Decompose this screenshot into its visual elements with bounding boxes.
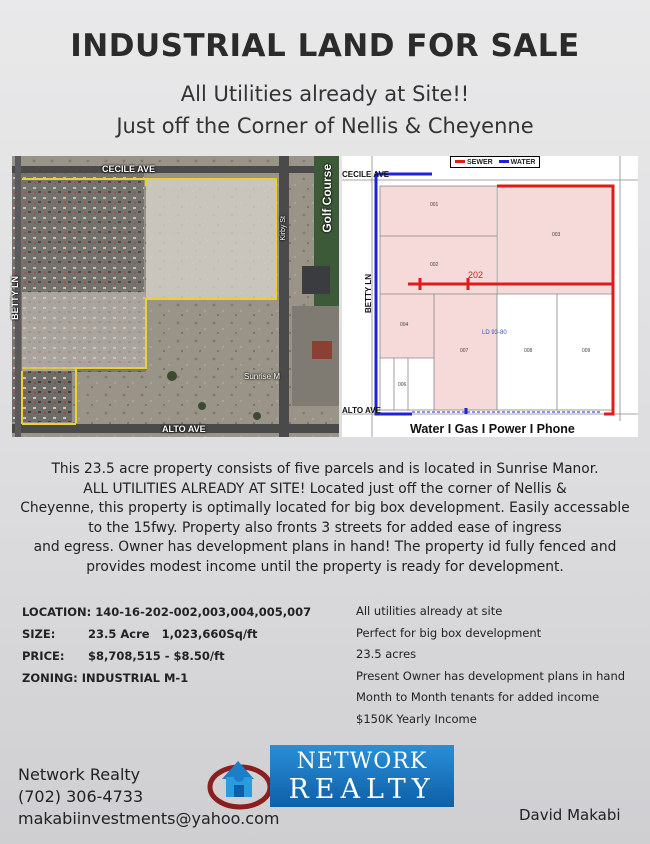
parcel-008-label: 008 xyxy=(524,348,533,354)
utilities-caption: Water I Gas I Power I Phone xyxy=(404,421,638,437)
plat-subdivision: LD 93-80 xyxy=(482,330,507,336)
description-line: ALL UTILITIES ALREADY AT SITE! Located just off the corner of Nellis & xyxy=(83,480,567,497)
aerial-street-alto: ALTO AVE xyxy=(162,424,206,434)
spec-price-value: $8,708,515 - $8.50/ft xyxy=(88,649,225,663)
parcel-009-label: 009 xyxy=(582,348,591,354)
contact-phone[interactable]: (702) 306-4733 xyxy=(18,787,144,806)
parcel-006-label: 006 xyxy=(398,382,407,388)
spec-size-value: 23.5 Acre 1,023,660Sq/ft xyxy=(88,627,258,641)
spec-location xyxy=(22,601,352,623)
parcel-007-label: 007 xyxy=(460,348,469,354)
agent-name: David Makabi xyxy=(519,806,621,824)
spec-location-label: LOCATION: xyxy=(22,605,92,619)
description-line: Cheyenne, this property is optimally located for big box development. Easily accessable xyxy=(20,500,630,516)
feature-item: Present Owner has development plans in hand xyxy=(356,668,626,683)
feature-item: All utilities already at site xyxy=(356,604,503,618)
flyer-subtitle-utilities: All Utilities already at Site!! xyxy=(180,82,470,106)
plat-book-number: 202 xyxy=(468,270,484,280)
description-line: to the 15fwy. Property also fronts 3 streets for added ease of ingress xyxy=(88,519,562,536)
legend-sewer xyxy=(455,159,493,166)
spec-size xyxy=(22,623,352,645)
feature-item: 23.5 acres xyxy=(356,647,417,661)
puzzle-house-icon xyxy=(208,751,278,811)
aerial-street-cecile: CECILE AVE xyxy=(102,164,156,174)
aerial-area-label: Sunrise M xyxy=(244,372,281,381)
spec-size-label: SIZE: xyxy=(22,627,56,641)
contact-email[interactable]: makabiinvestments@yahoo.com xyxy=(18,809,280,828)
parcel-003-label: 003 xyxy=(552,232,561,238)
spec-zoning-value: INDUSTRIAL M-1 xyxy=(81,671,189,685)
parcel-004-label: 004 xyxy=(400,322,409,328)
feature-list xyxy=(356,601,646,730)
aerial-street-betty: BETTY LN xyxy=(10,276,20,320)
flyer-title: INDUSTRIAL LAND FOR SALE xyxy=(70,28,580,64)
legend-sewer-text: SEWER xyxy=(467,158,493,166)
network-realty-logo xyxy=(208,745,454,809)
spec-price xyxy=(22,645,352,667)
spec-zoning-label: ZONING: xyxy=(22,671,78,685)
description-line: provides modest income until the property is ready for development. xyxy=(86,558,564,575)
spec-location-value: 140-16-202-002,003,004,005,007 xyxy=(95,605,312,619)
spec-zoning xyxy=(22,667,352,689)
aerial-labels xyxy=(12,156,339,437)
feature-item: $150K Yearly Income xyxy=(356,711,477,726)
logo-word-network: NETWORK xyxy=(296,749,428,774)
description-line: and egress. Owner has development plans in hand! The property id fully fenced and xyxy=(33,539,617,555)
flyer-subtitle-location: Just off the Corner of Nellis & Cheyenne xyxy=(116,114,534,138)
plat-street-cecile: CECILE AVE xyxy=(342,170,390,179)
contact-company: Network Realty xyxy=(18,765,141,784)
aerial-street-kirby: Kirby St xyxy=(280,216,287,241)
spec-price-label: PRICE: xyxy=(22,649,65,663)
plat-map xyxy=(342,156,638,437)
parcel-001-label: 001 xyxy=(430,202,439,208)
property-specs xyxy=(22,601,352,689)
feature-item: Perfect for big box development xyxy=(356,625,542,640)
plat-street-alto: ALTO AVE xyxy=(342,406,381,415)
logo-word-realty: REALTY xyxy=(288,774,436,805)
feature-item: Month to Month tenants for added income xyxy=(356,690,600,704)
plat-map-graphic xyxy=(342,156,638,437)
logo-wordmark xyxy=(270,745,454,807)
legend-water xyxy=(499,159,536,166)
description-line: This 23.5 acre property consists of five parcels and is located in Sunrise Manor. xyxy=(51,461,599,477)
aerial-golf-course: Golf Course xyxy=(320,164,334,233)
parcel-002-label: 002 xyxy=(430,262,439,268)
plat-street-betty: BETTY LN xyxy=(364,274,373,313)
legend-water-text: WATER xyxy=(510,158,536,166)
plat-legend xyxy=(450,156,540,168)
property-description xyxy=(10,460,640,577)
